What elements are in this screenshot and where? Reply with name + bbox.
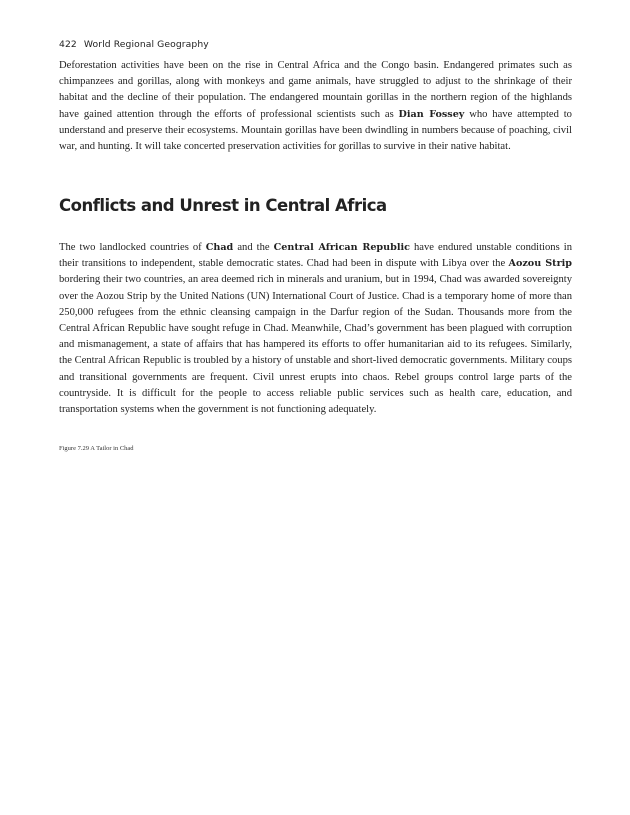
book-title: World Regional Geography [83,39,209,50]
section-heading: Conflicts and Unrest in Central Africa [59,196,387,215]
paragraph-conflicts [59,240,572,418]
bold-term-aozou-strip: Aozou Strip [508,258,572,270]
figure-caption: Figure 7.29 A Tailor in Chad [59,445,134,452]
paragraph-text: who have attempted to understand and preserve their ecosystems. Mountain gorillas have been dwindling in numbers because of poaching, civil war, and hunting. It will take concerted preservation activities for gorillas to survive in their native habitat. [59,108,572,153]
bold-term-chad: Chad [205,242,234,253]
paragraph-text: have endured unstable conditions in their transitions to independent, stable democratic states. Chad had been in dispute with Libya over the [59,242,572,270]
paragraph-text: The two landlocked countries of [59,242,206,253]
paragraph-deforestation [59,58,572,155]
page-number: 422 [59,39,77,50]
paragraph-text: and the [233,242,274,253]
bold-term-dian-fossey: Dian Fossey [398,108,465,120]
bold-term-central-african-republic: Central African Republic [273,242,410,253]
paragraph-text: bordering their two countries, an area deemed rich in minerals and uranium, but in 1994, Chad was awarded sovereignty over the Aozou Strip by the United Nations (UN) International Court of Justice. Chad is a temporary home of more than 250,000 refugees from the ethnic cleansing campaign in the Darfur region of the Sudan. Thousands more from the Central African Republic have sought refuge in Chad. Meanwhile, Chad’s government has been plagued with corruption and mismanagement, a state of affairs that has hampered its efforts to offer humanitarian aid to its refugees. Similarly, the Central African Republic is troubled by a history of unstable and short-lived democratic governments. Military coups and transitional governments are frequent. Civil unrest erupts into chaos. Rebel groups control large parts of the countryside. It is difficult for the people to access reliable public services such as health care, education, and transportation systems when the government is not functioning adequately. [59,274,572,416]
running-header [59,39,209,50]
paragraph-text: Deforestation activities have been on the rise in Central Africa and the Congo basin. Endangered primates such as chimpanzees and gorillas, along with monkeys and game animals, have struggled to adjust to the shrinkage of their habitat and the decline of their population. The endangered mountain gorillas in the northern region of the highlands have gained attention through the efforts of professional scientists such as [59,60,572,120]
